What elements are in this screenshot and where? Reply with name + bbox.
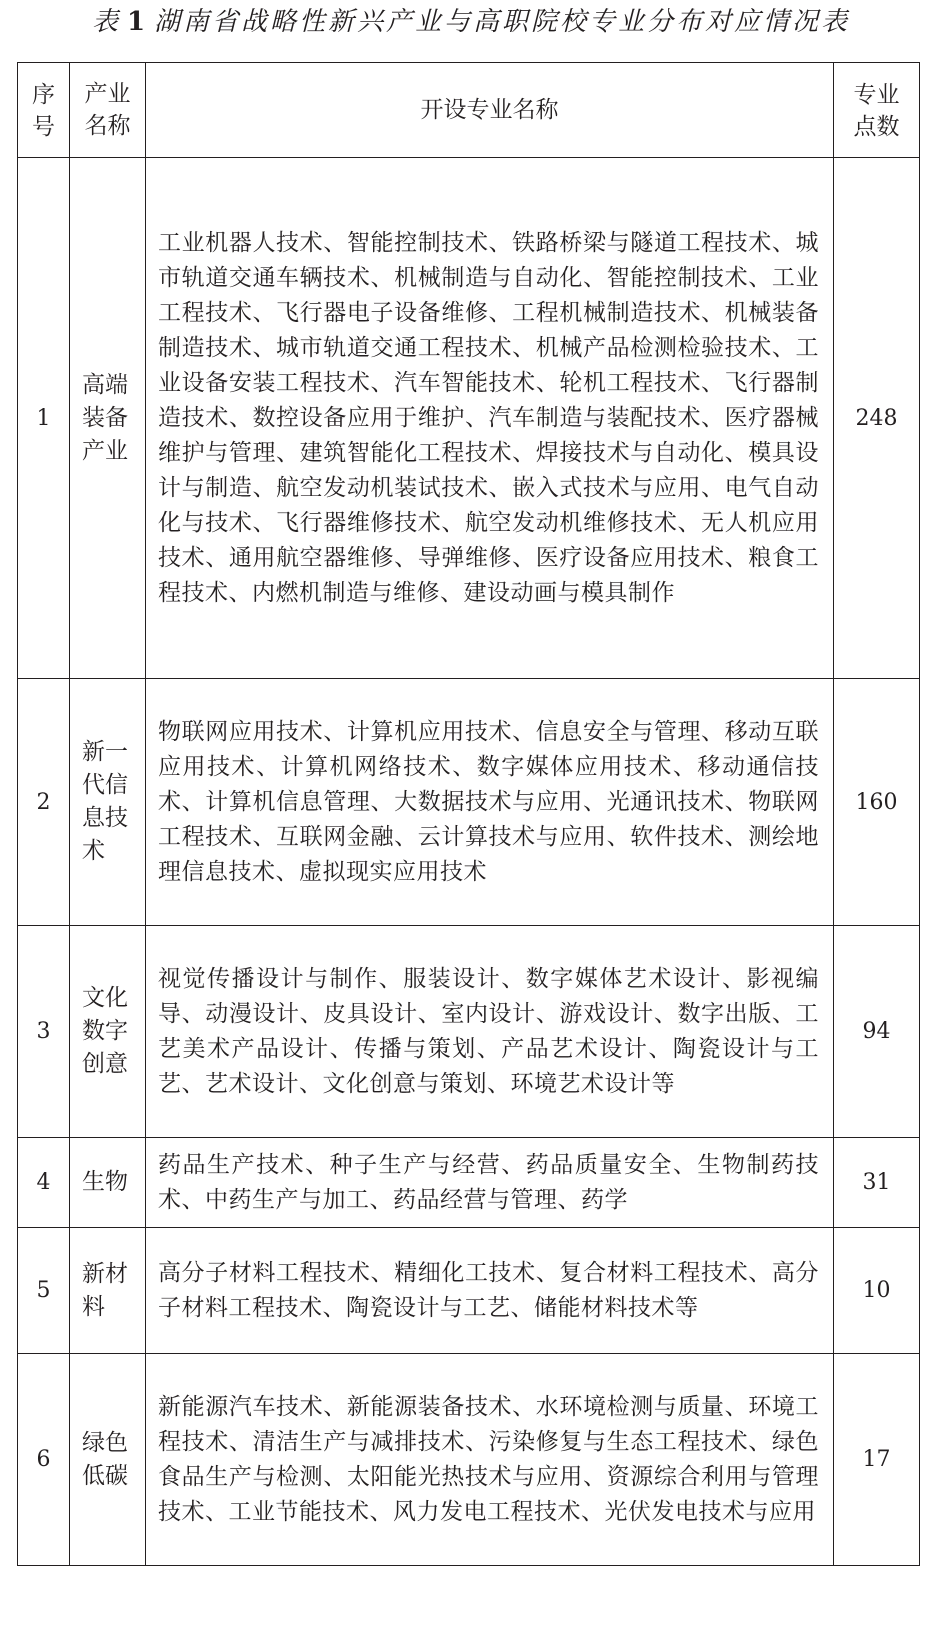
row-majors: 药品生产技术、种子生产与经营、药品质量安全、生物制药技术、中药生产与加工、药品经营与管理、药学 <box>146 1138 834 1228</box>
industry-majors-table <box>17 62 920 1566</box>
row-index: 6 <box>18 1354 70 1566</box>
row-industry: 绿色低碳 <box>70 1354 146 1566</box>
row-industry: 新材料 <box>70 1228 146 1354</box>
row-majors: 物联网应用技术、计算机应用技术、信息安全与管理、移动互联应用技术、计算机网络技术、数字媒体应用技术、移动通信技术、计算机信息管理、大数据技术与应用、光通讯技术、物联网工程技术、互联网金融、云计算技术与应用、软件技术、测绘地理信息技术、虚拟现实应用技术 <box>146 679 834 926</box>
row-count: 94 <box>834 926 920 1138</box>
header-industry: 产业名称 <box>70 63 146 158</box>
header-majors: 开设专业名称 <box>146 63 834 158</box>
row-count: 248 <box>834 158 920 679</box>
row-majors: 高分子材料工程技术、精细化工技术、复合材料工程技术、高分子材料工程技术、陶瓷设计与工艺、储能材料技术等 <box>146 1228 834 1354</box>
caption-prefix: 表 <box>91 7 121 37</box>
caption-text: 湖南省战略性新兴产业与高职院校专业分布对应情况表 <box>154 7 851 37</box>
header-row <box>18 63 920 158</box>
table-row <box>18 679 920 926</box>
header-count: 专业点数 <box>834 63 920 158</box>
table-row <box>18 1228 920 1354</box>
row-index: 2 <box>18 679 70 926</box>
row-industry: 文化数字创意 <box>70 926 146 1138</box>
row-count: 10 <box>834 1228 920 1354</box>
header-seq: 序号 <box>18 63 70 158</box>
row-count: 17 <box>834 1354 920 1566</box>
row-majors: 新能源汽车技术、新能源装备技术、水环境检测与质量、环境工程技术、清洁生产与减排技术、污染修复与生态工程技术、绿色食品生产与检测、太阳能光热技术与应用、资源综合利用与管理技术、工业节能技术、风力发电工程技术、光伏发电技术与应用 <box>146 1354 834 1566</box>
row-index: 4 <box>18 1138 70 1228</box>
row-majors: 工业机器人技术、智能控制技术、铁路桥梁与隧道工程技术、城市轨道交通车辆技术、机械制造与自动化、智能控制技术、工业工程技术、飞行器电子设备维修、工程机械制造技术、机械装备制造技术、城市轨道交通工程技术、机械产品检测检验技术、工业设备安装工程技术、汽车智能技术、轮机工程技术、飞行器制造技术、数控设备应用于维护、汽车制造与装配技术、医疗器械维护与管理、建筑智能化工程技术、焊接技术与自动化、模具设计与制造、航空发动机装试技术、嵌入式技术与应用、电气自动化与技术、飞行器维修技术、航空发动机维修技术、无人机应用技术、通用航空器维修、导弹维修、医疗设备应用技术、粮食工程技术、内燃机制造与维修、建设动画与模具制作 <box>146 158 834 679</box>
table-row <box>18 926 920 1138</box>
row-count: 31 <box>834 1138 920 1228</box>
row-index: 1 <box>18 158 70 679</box>
row-index: 5 <box>18 1228 70 1354</box>
table-row <box>18 1354 920 1566</box>
row-industry: 生物 <box>70 1138 146 1228</box>
row-index: 3 <box>18 926 70 1138</box>
row-count: 160 <box>834 679 920 926</box>
table-caption <box>0 0 942 44</box>
table-row <box>18 1138 920 1228</box>
caption-number: 1 <box>126 7 149 37</box>
table-row <box>18 158 920 679</box>
row-industry: 高端装备产业 <box>70 158 146 679</box>
row-majors: 视觉传播设计与制作、服装设计、数字媒体艺术设计、影视编导、动漫设计、皮具设计、室内设计、游戏设计、数字出版、工艺美术产品设计、传播与策划、产品艺术设计、陶瓷设计与工艺、艺术设计、文化创意与策划、环境艺术设计等 <box>146 926 834 1138</box>
row-industry: 新一代信息技术 <box>70 679 146 926</box>
